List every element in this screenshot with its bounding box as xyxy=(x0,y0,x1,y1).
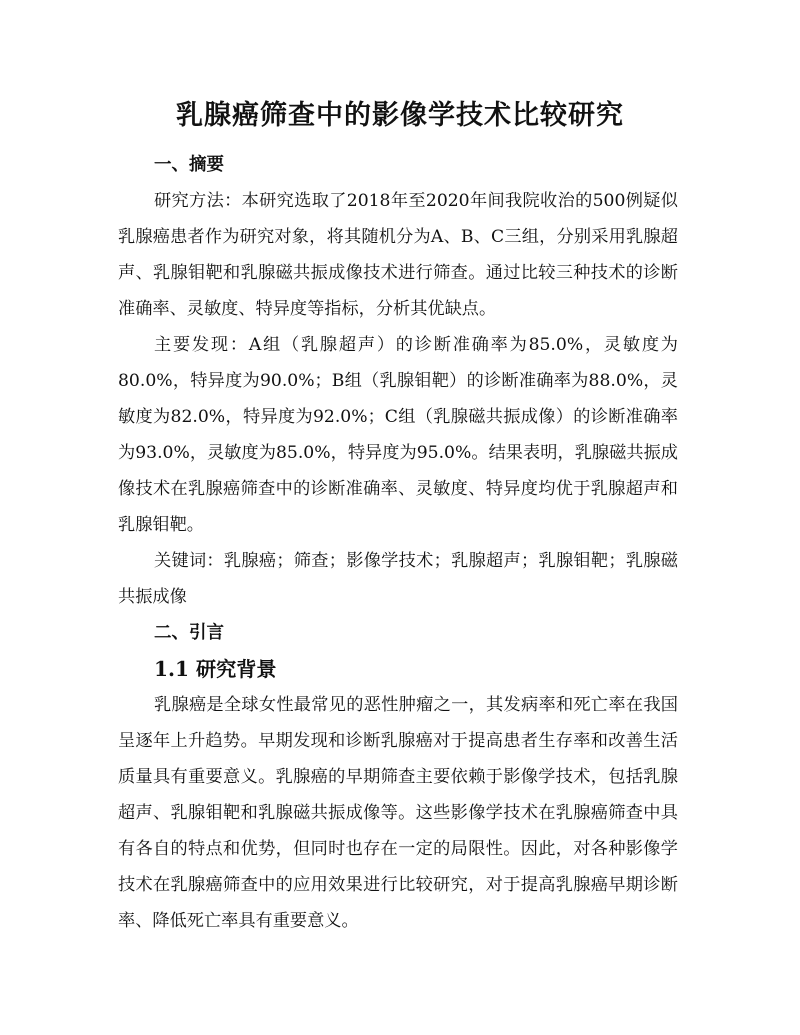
abstract-methods-paragraph: 研究方法：本研究选取了2018年至2020年间我院收治的500例疑似乳腺癌患者作为研究对象，将其随机分为A、B、C三组，分别采用乳腺超声、乳腺钼靶和乳腺磁共振成像技术进行筛查。通过比较三种技术的诊断准确率、灵敏度、特异度等指标，分析其优缺点。 xyxy=(118,191,678,319)
subsection-heading-background: 1.1 研究背景 xyxy=(154,657,277,681)
abstract-findings-paragraph: 主要发现：A组（乳腺超声）的诊断准确率为85.0%，灵敏度为80.0%，特异度为90.0%；B组（乳腺钼靶）的诊断准确率为88.0%，灵敏度为82.0%，特异度为92.0%；C组（乳腺磁共振成像）的诊断准确率为93.0%，灵敏度为85.0%，特异度为95.0%。结果表明，乳腺磁共振成像技术在乳腺癌筛查中的诊断准确率、灵敏度、特异度均优于乳腺超声和乳腺钼靶。 xyxy=(118,335,678,535)
section-abstract xyxy=(118,147,678,615)
section-heading-introduction: 二、引言 xyxy=(154,623,224,643)
document-body xyxy=(118,147,678,939)
section-introduction xyxy=(118,615,678,939)
abstract-keywords-paragraph: 关键词：乳腺癌；筛查；影像学技术；乳腺超声；乳腺钼靶；乳腺磁共振成像 xyxy=(118,551,678,607)
document-title: 乳腺癌筛查中的影像学技术比较研究 xyxy=(176,100,624,131)
section-heading-abstract: 一、摘要 xyxy=(154,155,224,175)
background-paragraph: 乳腺癌是全球女性最常见的恶性肿瘤之一，其发病率和死亡率在我国呈逐年上升趋势。早期发现和诊断乳腺癌对于提高患者生存率和改善生活质量具有重要意义。乳腺癌的早期筛查主要依赖于影像学技术，包括乳腺超声、乳腺钼靶和乳腺磁共振成像等。这些影像学技术在乳腺癌筛查中具有各自的特点和优势，但同时也存在一定的局限性。因此，对各种影像学技术在乳腺癌筛查中的应用效果进行比较研究，对于提高乳腺癌早期诊断率、降低死亡率具有重要意义。 xyxy=(118,695,678,931)
